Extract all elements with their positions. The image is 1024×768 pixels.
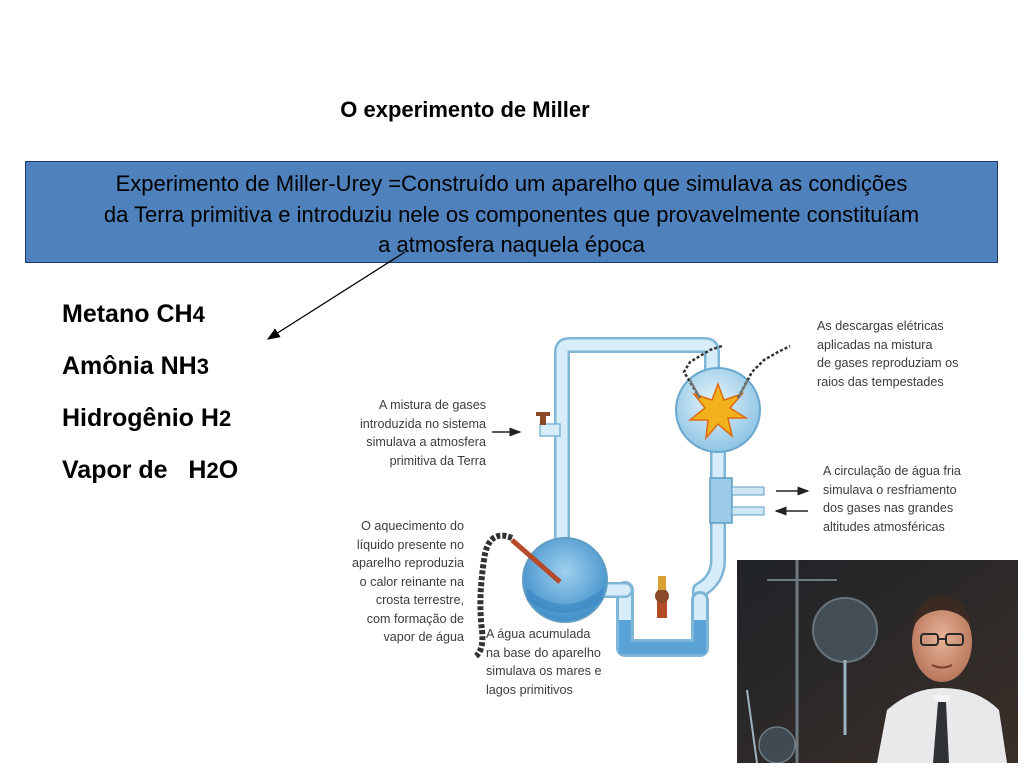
component-subscript: 2 [218, 406, 232, 431]
caption-discharges: As descargas elétricas aplicadas na mistura de gases reproduziam os raios das tempestades [817, 319, 959, 389]
condenser-outlet [732, 507, 764, 515]
component-label: Amônia NH [62, 352, 197, 380]
caption-cooling: A circulação de água fria simulava o resfriamento dos gases nas grandes altitudes atmosféricas [823, 464, 961, 534]
component-subscript: 3 [196, 354, 209, 379]
component-label: Hidrogênio H [62, 404, 219, 432]
component-label: Metano CH [62, 300, 193, 328]
caption-water: A água acumulada na base do aparelho simulava os mares e lagos primitivos [486, 627, 602, 697]
component-tail: O [218, 456, 239, 484]
caption-gas-mixture: A mistura de gases introduzida no sistema simulava a atmosfera primitiva da Terra [359, 398, 486, 468]
definition-line-2: da Terra primitiva e introduziu nele os componentes que provavelmente constituíam [103, 201, 920, 227]
drain-stopcock [655, 576, 669, 618]
definition-line-1: Experimento de Miller-Urey =Construído um aparelho que simulava as condições [115, 171, 908, 196]
condenser-jacket [710, 478, 732, 523]
condenser-inlet [732, 487, 764, 495]
component-subscript: 4 [192, 302, 205, 327]
component-subscript: 2 [206, 458, 219, 483]
slide-title: O experimento de Miller [340, 97, 590, 122]
pointer-arrow [268, 252, 405, 339]
definition-line-3: a atmosfera naquela época [378, 232, 645, 257]
component-label: Vapor de H [62, 456, 207, 484]
miller-photo [737, 560, 1018, 763]
caption-heating: O aquecimento do líquido presente no aparelho reproduzia o calor reinante na crosta terrestre, com formação de vapor de água [351, 519, 464, 644]
